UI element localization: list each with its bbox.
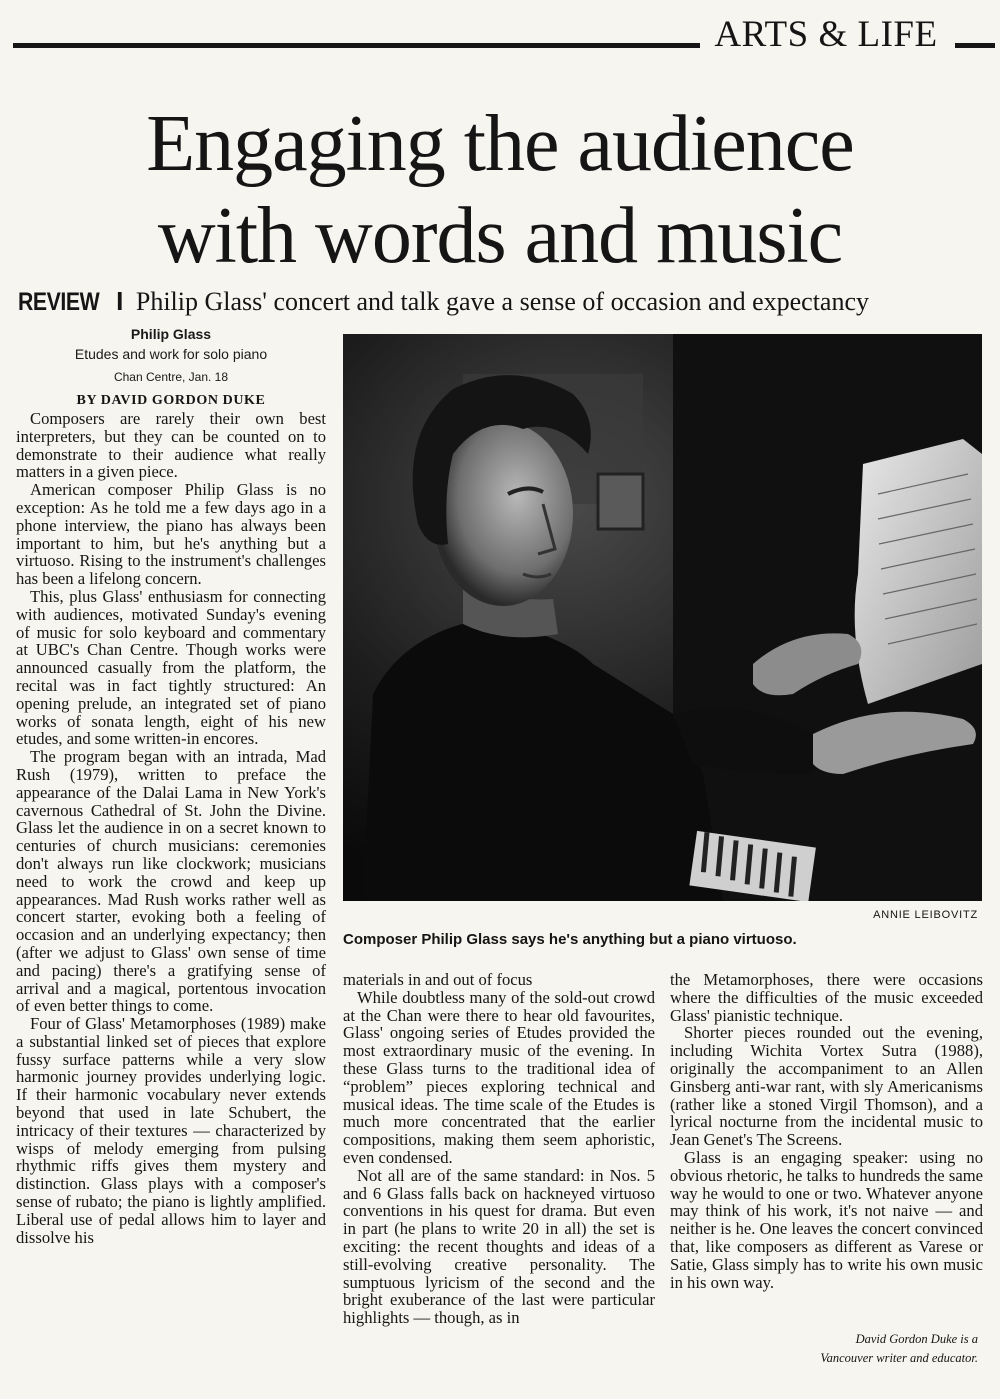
paragraph: the Metamorphoses, there were occasions where the difficulties of the music exceeded Glass' pianistic technique. — [670, 970, 983, 1025]
paragraph: The program began with an intrada, Mad Rush (1979), written to preface the appearance of the Dalai Lama in New York's cavernous Cathedral of St. John the Divine. Glass let the audience in on a secret known to centuries of church musicians: ceremonies don't always run like clockwork; musicians need to work the crowd and keep up appearances. Mad Rush works rather well as concert starter, evoking both a feeling of occasion and an underlying expectancy; then (after we adjust to Glass' own sense of time and pacing) there's a gratifying sense of arrival and a magical, portentous invocation of even better things to come. — [16, 747, 326, 1016]
body-column-1 — [16, 410, 326, 1246]
body-column-2 — [343, 971, 655, 1327]
deck-kicker: REVIEW — [18, 288, 100, 316]
author-credit-line-1: David Gordon Duke is a — [855, 1332, 978, 1346]
info-name: Philip Glass — [130, 326, 212, 342]
section-rule-left — [13, 43, 703, 48]
photo-caption: Composer Philip Glass says he's anything but a piano virtuoso. — [343, 931, 797, 948]
author-credit-line-2: Vancouver writer and educator. — [820, 1351, 978, 1365]
deck-separator: I — [116, 286, 124, 316]
deck-text: Philip Glass' concert and talk gave a sense of occasion and expectancy — [135, 287, 870, 316]
byline: BY DAVID GORDON DUKE — [76, 393, 266, 408]
photo-credit: ANNIE LEIBOVITZ — [873, 909, 978, 921]
paragraph: Four of Glass' Metamorphoses (1989) make a substantial linked set of pieces that explore fussy surface patterns while a very slow harmonic journey provides underlying logic. If their harmonic vocabulary never extends beyond that used in late Schubert, the intricacy of their textures — characterized by wisps of melody emerging from pulsing rhythmic riffs gives them mystery and distinction. Glass plays with a composer's sense of rubato; the piano is lightly amplified. Liberal use of pedal allows him to layer and dissolve his — [16, 1014, 326, 1247]
paragraph: Glass is an engaging speaker: using no obvious rhetoric, he talks to hundreds the same way he would to one or two. Whatever anyone may think of his work, it's not naive — and neither is he. One leaves the concert convinced that, like composers as different as Varese or Satie, Glass simply has to write his own music in his own way. — [670, 1147, 983, 1292]
paragraph: Not all are of the same standard: in Nos. 5 and 6 Glass falls back on hackneyed virtuoso conventions in his quest for drama. But even in part (he plans to write 20 in all) the set is exciting: the recent thoughts and ideas of a still-evolving creative personality. The sumptuous lyricism of the second and the bright exuberance of the last were particular highlights — though, as in — [343, 1165, 655, 1328]
body-column-3 — [670, 971, 983, 1291]
paragraph: Shorter pieces rounded out the evening, including Wichita Vortex Sutra (1988), originally the accompaniment to an Allen Ginsberg anti-war rant, with sly Americanisms (rather like a stoned Virgil Thomson), and a lyrical nocturne from the incidental music to Jean Genet's The Screens. — [670, 1023, 983, 1150]
headline-line-1: Engaging the audience — [146, 100, 854, 188]
photo-philip-glass — [343, 334, 982, 901]
paragraph: This, plus Glass' enthusiasm for connecting with audiences, motivated Sunday's evening of music for solo keyboard and commentary at UBC's Chan Centre. Though works were announced casually from the platform, the recital was in fact tightly structured: An opening prelude, an integrated set of piano works of sonata length, eight of his new etudes, and some written-in encores. — [16, 586, 326, 749]
deck — [18, 285, 988, 318]
photo-illustration — [343, 334, 982, 901]
section-rule-right — [955, 43, 995, 48]
paragraph: American composer Philip Glass is no exception: As he told me a few days ago in a phone interview, the piano has always been important to him, but he's anything but a virtuoso. Rising to the instrument's challenges has been a lifelong concern. — [16, 480, 326, 589]
info-venue: Chan Centre, Jan. 18 — [113, 370, 229, 384]
headline-line-2: with words and music — [157, 192, 843, 280]
paragraph: materials in and out of focus — [343, 970, 533, 989]
paragraph: While doubtless many of the sold-out crowd at the Chan were there to hear old favourites, Glass' ongoing series of Etudes provided the most extraordinary music of the evening. In these Glass turns to the traditional idea of “problem” pieces exploring technical and musical ideas. The time scale of the Etudes is much more concentrated that the earlier compositions, making them seem aphoristic, even condensed. — [343, 987, 655, 1167]
headline — [30, 98, 970, 282]
section-label: ARTS & LIFE — [700, 15, 952, 55]
info-works: Etudes and work for solo piano — [74, 346, 268, 362]
paragraph: Composers are rarely their own best interpreters, but they can be counted on to demonstrate to their audience what really matters in a given piece. — [16, 409, 326, 482]
author-credit — [820, 1330, 978, 1368]
